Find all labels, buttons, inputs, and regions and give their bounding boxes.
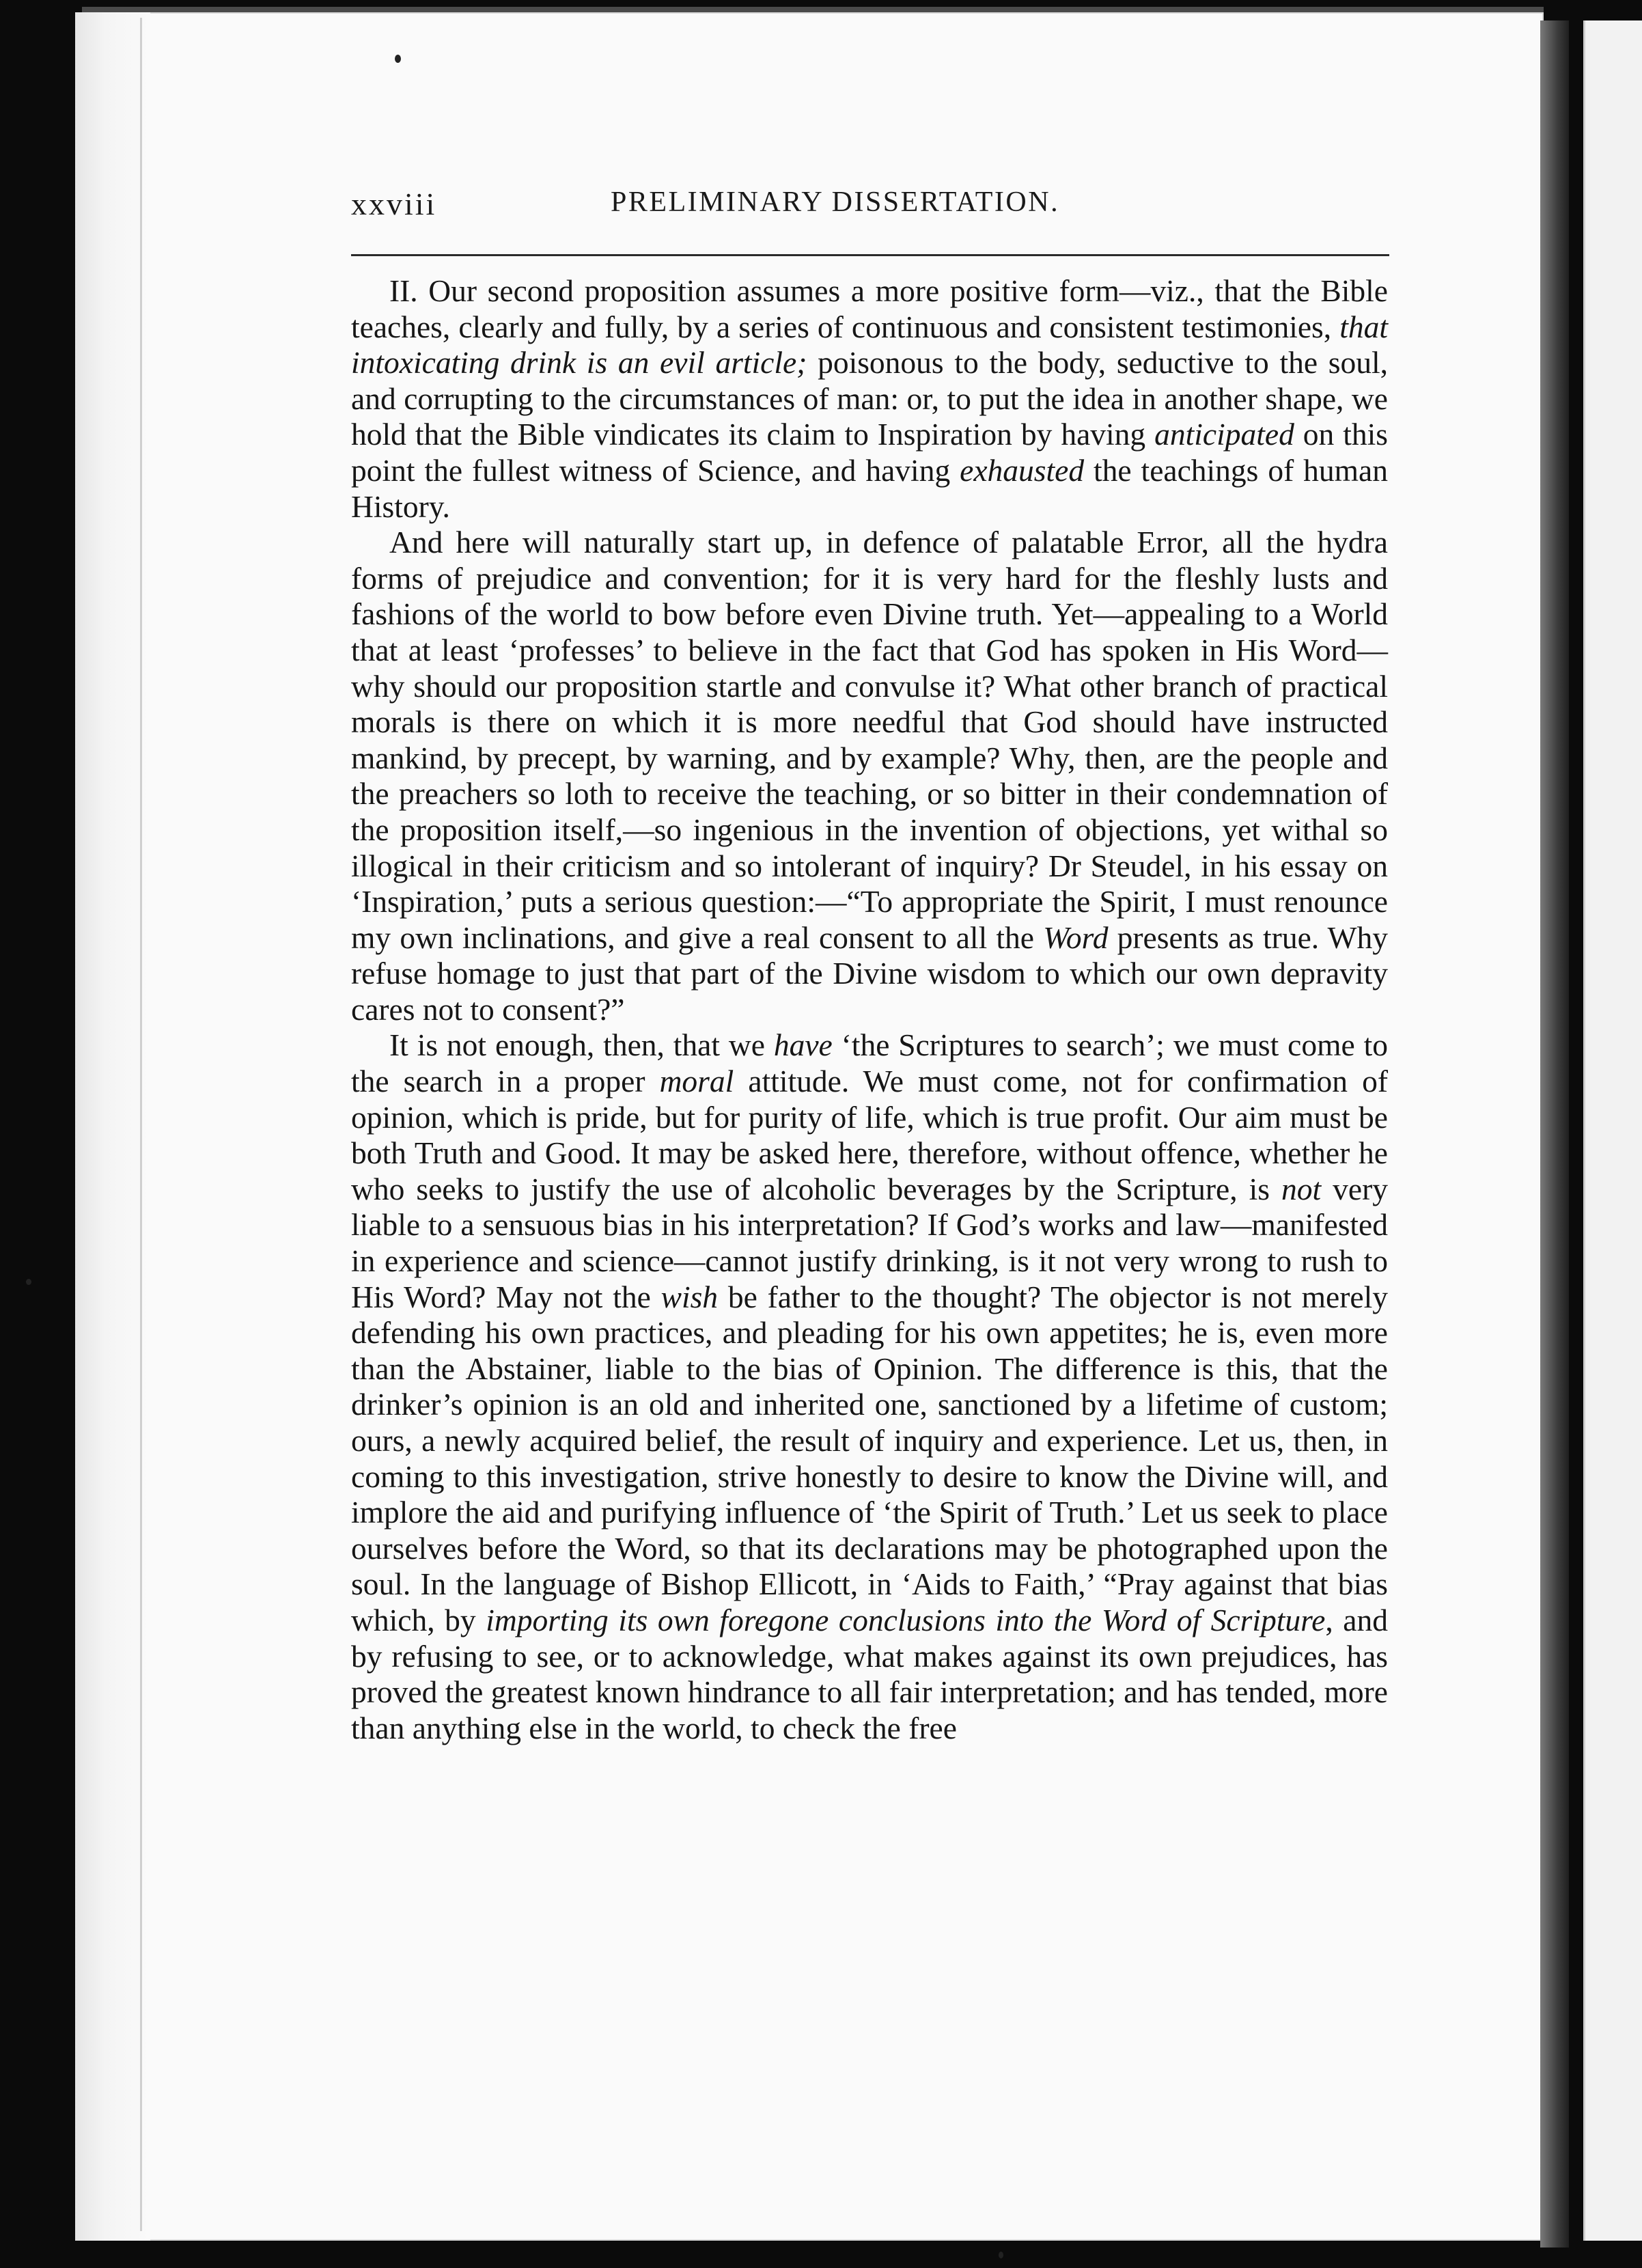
page-header	[351, 186, 1389, 227]
running-title: PRELIMINARY DISSERTATION.	[611, 186, 1060, 218]
text-run: ‘the Scriptures to search’; we must come to the search in a proper	[351, 1027, 1388, 1099]
paragraph-2	[351, 525, 1388, 1027]
text-run: be father to the thought? The objector is not merely defending his own practices, and pleading for his own appetites; he is, even more than the Abstainer, liable to the bias of Opinion. The difference is this, that the drinker’s opinion is an old and inherited one, sanctioned by a lifetime of custom; ours, a newly acquired belief, the result of inquiry and experience. Let us, then, in coming to this investigation, strive honestly to desire to know the Divine will, and implore the aid and purifying influence of ‘the Spirit of Truth.’ Let us seek to place ourselves before the Word, so that its declarations may be photographed upon the soul. In the language of Bishop Ellicott, in ‘Aids to Faith,’ “Pray against that bias which, by	[351, 1279, 1388, 1637]
text-run: very liable to a sensuous bias in his interpretation? If God’s works and law—manifested in experience and science—cannot justify drinking, is it not very wrong to rush to His Word? May not the	[351, 1171, 1388, 1314]
text-run: attitude. We must come, not for confirmation of opinion, which is pride, but for purity of life, which is true profit. Our aim must be both Truth and Good. It may be asked here, therefore, without offence, whether he who seeks to justify the use of alcoholic beverages by the Scripture, is	[351, 1064, 1388, 1206]
page-fold-line	[140, 18, 142, 2231]
text-run: poisonous to the body, seductive to the soul, and corrupting to the circumstances of man: or, to put the idea in another shape, we hold that the Bible vindicates its claim to Inspiration by having	[351, 345, 1388, 452]
italic-run: that intoxicating drink is an evil article;	[351, 309, 1388, 381]
text-run: II. Our second proposition assumes a more positive form—viz., that the Bible teaches, clearly and fully, by a series of continuous and consistent testimonies,	[351, 273, 1388, 344]
text-run: , and by refusing to see, or to acknowledge, what makes against its own prejudices, has proved the greatest known hindrance to all fair interpretation; and has tended, more than anything else in the world, to check the free	[351, 1602, 1388, 1745]
paragraph-3	[351, 1027, 1388, 1746]
text-run: presents as true. Why refuse homage to just that part of the Divine wisdom to which our own depravity cares not to consent?”	[351, 919, 1388, 1027]
book-spine-shadow	[1540, 20, 1569, 2248]
italic-run: not	[1281, 1171, 1322, 1206]
ink-speck	[999, 2252, 1003, 2258]
italic-run: importing its own foregone conclusions into the Word of Scripture	[486, 1602, 1326, 1637]
text-run: It is not enough, then, that we	[389, 1027, 774, 1063]
body-text	[351, 273, 1388, 1746]
italic-run: Word	[1043, 919, 1109, 955]
italic-run: have	[773, 1027, 833, 1063]
text-run: And here will naturally start up, in defence of palatable Error, all the hydra forms of prejudice and convention; for it is very hard for the fleshly lusts and fashions of the world to bow before even Divine truth. Yet—appealing to a World that at least ‘professes’ to believe in the fact that God has spoken in His Word—why should our proposition startle and convulse it? What other branch of practical morals is there on which it is more needful that God should have instructed mankind, by precept, by warning, and by example? Why, then, are the people and the preachers so loth to receive the teaching, or so bitter in their condemnation of the proposition itself,—so ingenious in the invention of objections, yet withal so illogical in their criticism and so intolerant of inquiry? Dr Steudel, in his essay on ‘Inspiration,’ puts a serious question:—“To appropriate the Spirit, I must renounce my own inclinations, and give a real consent to all the	[351, 525, 1388, 955]
header-rule	[351, 254, 1389, 256]
text-run: on this point the fullest witness of Science, and having	[351, 417, 1388, 488]
paragraph-1	[351, 273, 1388, 525]
ink-speck	[395, 55, 401, 63]
italic-run: anticipated	[1154, 417, 1294, 452]
italic-run: moral	[659, 1064, 734, 1099]
top-edge-shadow	[82, 7, 1544, 12]
italic-run: exhausted	[960, 452, 1085, 488]
italic-run: wish	[660, 1279, 719, 1314]
page-left-margin-shade	[75, 12, 150, 2241]
page-number: xxviii	[351, 186, 437, 221]
facing-page-edge	[1583, 20, 1642, 2241]
ink-speck	[26, 1279, 31, 1285]
text-run: the teachings of human History.	[351, 452, 1388, 524]
